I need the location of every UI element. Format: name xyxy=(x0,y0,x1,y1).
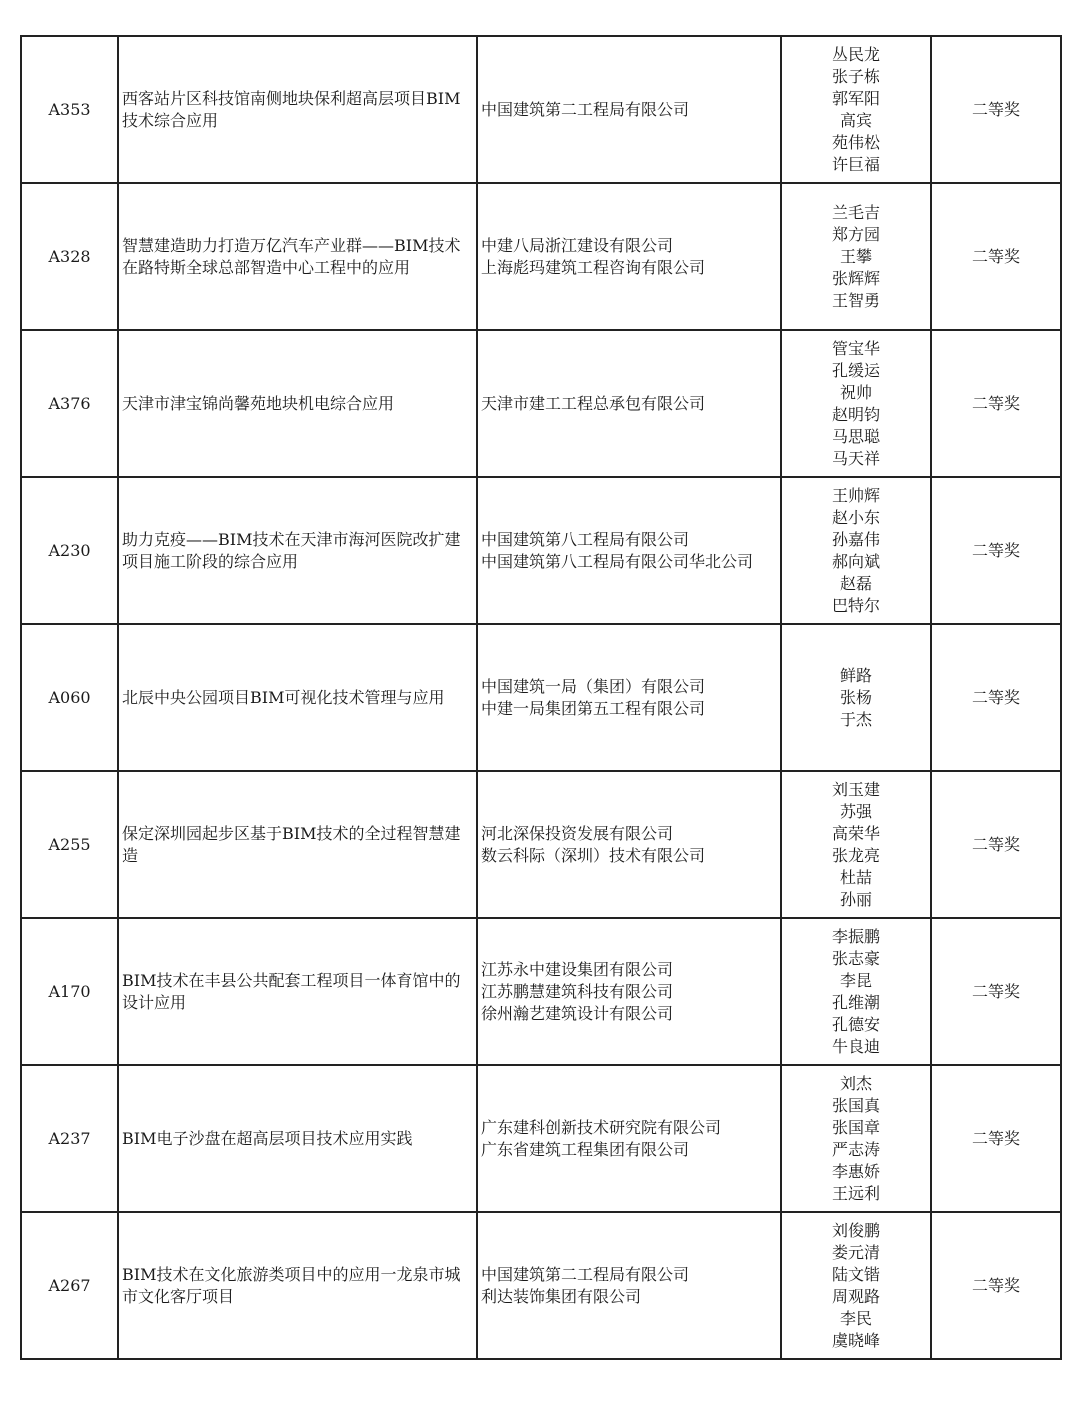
member-name: 李民 xyxy=(839,1308,872,1328)
award-level: 二等奖 xyxy=(931,477,1061,624)
member-name: 刘俊鹏 xyxy=(831,1220,880,1240)
project-title-text: 西客站片区科技馆南侧地块保利超高层项目BIM技术综合应用 xyxy=(122,88,461,130)
organization-name: 天津市建工工程总承包有限公司 xyxy=(481,393,706,413)
table-row xyxy=(21,1065,1061,1212)
organizations xyxy=(477,624,781,771)
awards-table-body xyxy=(21,36,1061,1359)
project-title xyxy=(118,36,477,183)
member-name: 巴特尔 xyxy=(831,595,880,615)
project-title-text: 天津市津宝锦尚馨苑地块机电综合应用 xyxy=(122,393,395,413)
member-name: 鲜路 xyxy=(839,665,872,685)
member-name: 刘杰 xyxy=(839,1073,872,1093)
member-name: 张国章 xyxy=(831,1117,880,1137)
member-name: 娄元清 xyxy=(831,1242,880,1262)
member-name: 赵明钧 xyxy=(831,404,880,424)
project-title-text: 北辰中央公园项目BIM可视化技术管理与应用 xyxy=(122,687,445,707)
table-row xyxy=(21,183,1061,330)
team-members xyxy=(781,477,931,624)
organization-name: 中国建筑一局（集团）有限公司 xyxy=(481,676,706,696)
entry-id: A060 xyxy=(21,624,118,771)
entry-id: A376 xyxy=(21,330,118,477)
organization-name: 中国建筑第二工程局有限公司 xyxy=(481,99,690,119)
organizations xyxy=(477,918,781,1065)
member-name: 虞晓峰 xyxy=(831,1330,880,1350)
member-name: 苑伟松 xyxy=(831,132,880,152)
entry-id: A230 xyxy=(21,477,118,624)
project-title xyxy=(118,918,477,1065)
project-title-text: 助力克疫——BIM技术在天津市海河医院改扩建项目施工阶段的综合应用 xyxy=(122,529,461,571)
project-title xyxy=(118,624,477,771)
table-row xyxy=(21,771,1061,918)
member-name: 孔德安 xyxy=(831,1014,880,1034)
organizations xyxy=(477,183,781,330)
organization-name: 徐州瀚艺建筑设计有限公司 xyxy=(481,1003,674,1023)
award-level: 二等奖 xyxy=(931,918,1061,1065)
member-name: 郑方园 xyxy=(831,224,880,244)
member-name: 孙丽 xyxy=(839,889,872,909)
team-members xyxy=(781,330,931,477)
member-name: 张子栋 xyxy=(831,66,880,86)
project-title xyxy=(118,771,477,918)
table-row xyxy=(21,918,1061,1065)
member-name: 管宝华 xyxy=(831,338,880,358)
member-name: 苏强 xyxy=(839,801,872,821)
organization-name: 广东建科创新技术研究院有限公司 xyxy=(481,1117,722,1137)
member-name: 杜喆 xyxy=(839,867,872,887)
table-row xyxy=(21,330,1061,477)
team-members xyxy=(781,918,931,1065)
team-members xyxy=(781,36,931,183)
award-level: 二等奖 xyxy=(931,36,1061,183)
member-name: 许巨福 xyxy=(831,154,880,174)
member-name: 王帅辉 xyxy=(831,485,880,505)
entry-id: A237 xyxy=(21,1065,118,1212)
member-name: 高宾 xyxy=(839,110,872,130)
member-name: 刘玉建 xyxy=(831,779,880,799)
entry-id: A255 xyxy=(21,771,118,918)
member-name: 孔缓运 xyxy=(831,360,880,380)
member-name: 马思聪 xyxy=(831,426,880,446)
project-title-text: BIM技术在丰县公共配套工程项目一体育馆中的设计应用 xyxy=(122,970,461,1012)
member-name: 祝帅 xyxy=(839,382,872,402)
entry-id: A353 xyxy=(21,36,118,183)
project-title-text: 保定深圳园起步区基于BIM技术的全过程智慧建造 xyxy=(122,823,461,865)
member-name: 李昆 xyxy=(839,970,872,990)
member-name: 严志涛 xyxy=(831,1139,880,1159)
organization-name: 数云科际（深圳）技术有限公司 xyxy=(481,845,706,865)
table-row xyxy=(21,1212,1061,1359)
team-members xyxy=(781,183,931,330)
member-name: 赵小东 xyxy=(831,507,880,527)
award-level: 二等奖 xyxy=(931,183,1061,330)
organization-name: 上海彪玛建筑工程咨询有限公司 xyxy=(481,257,706,277)
team-members xyxy=(781,771,931,918)
member-name: 张龙亮 xyxy=(831,845,880,865)
table-row xyxy=(21,624,1061,771)
member-name: 郭军阳 xyxy=(831,88,880,108)
organizations xyxy=(477,1212,781,1359)
organizations xyxy=(477,36,781,183)
award-level: 二等奖 xyxy=(931,1212,1061,1359)
member-name: 李振鹏 xyxy=(831,926,880,946)
organization-name: 河北深保投资发展有限公司 xyxy=(481,823,674,843)
project-title xyxy=(118,1065,477,1212)
member-name: 王远利 xyxy=(831,1183,880,1203)
organizations xyxy=(477,1065,781,1212)
project-title xyxy=(118,1212,477,1359)
team-members xyxy=(781,624,931,771)
table-row xyxy=(21,477,1061,624)
organization-name: 江苏鹏慧建筑科技有限公司 xyxy=(481,981,674,1001)
member-name: 陆文锴 xyxy=(831,1264,880,1284)
table-row xyxy=(21,36,1061,183)
project-title-text: BIM技术在文化旅游类项目中的应用一龙泉市城市文化客厅项目 xyxy=(122,1264,461,1306)
organizations xyxy=(477,477,781,624)
member-name: 王攀 xyxy=(839,246,872,266)
organization-name: 中建八局浙江建设有限公司 xyxy=(481,235,674,255)
awards-table xyxy=(20,35,1062,1360)
member-name: 高荣华 xyxy=(831,823,880,843)
organization-name: 利达装饰集团有限公司 xyxy=(481,1286,642,1306)
member-name: 李惠娇 xyxy=(831,1161,880,1181)
organization-name: 中国建筑第八工程局有限公司华北公司 xyxy=(481,551,754,571)
project-title-text: BIM电子沙盘在超高层项目技术应用实践 xyxy=(122,1128,413,1148)
member-name: 周观路 xyxy=(831,1286,880,1306)
team-members xyxy=(781,1065,931,1212)
member-name: 孙嘉伟 xyxy=(831,529,880,549)
member-name: 张志豪 xyxy=(831,948,880,968)
member-name: 牛良迪 xyxy=(831,1036,880,1056)
project-title-text: 智慧建造助力打造万亿汽车产业群——BIM技术在路特斯全球总部智造中心工程中的应用 xyxy=(122,235,461,277)
project-title xyxy=(118,183,477,330)
member-name: 张辉辉 xyxy=(831,268,880,288)
member-name: 孔维潮 xyxy=(831,992,880,1012)
member-name: 王智勇 xyxy=(831,290,880,310)
project-title xyxy=(118,477,477,624)
organization-name: 江苏永中建设集团有限公司 xyxy=(481,959,674,979)
team-members xyxy=(781,1212,931,1359)
award-level: 二等奖 xyxy=(931,624,1061,771)
member-name: 兰毛吉 xyxy=(831,202,880,222)
award-level: 二等奖 xyxy=(931,1065,1061,1212)
member-name: 张杨 xyxy=(839,687,872,707)
project-title xyxy=(118,330,477,477)
organization-name: 广东省建筑工程集团有限公司 xyxy=(481,1139,690,1159)
organizations xyxy=(477,330,781,477)
member-name: 赵磊 xyxy=(839,573,872,593)
award-level: 二等奖 xyxy=(931,330,1061,477)
organization-name: 中国建筑第二工程局有限公司 xyxy=(481,1264,690,1284)
member-name: 郝向斌 xyxy=(831,551,880,571)
entry-id: A170 xyxy=(21,918,118,1065)
member-name: 于杰 xyxy=(839,709,872,729)
member-name: 张国真 xyxy=(831,1095,880,1115)
member-name: 丛民龙 xyxy=(831,44,880,64)
organizations xyxy=(477,771,781,918)
entry-id: A328 xyxy=(21,183,118,330)
award-level: 二等奖 xyxy=(931,771,1061,918)
organization-name: 中国建筑第八工程局有限公司 xyxy=(481,529,690,549)
member-name: 马天祥 xyxy=(831,448,880,468)
organization-name: 中建一局集团第五工程有限公司 xyxy=(481,698,706,718)
entry-id: A267 xyxy=(21,1212,118,1359)
